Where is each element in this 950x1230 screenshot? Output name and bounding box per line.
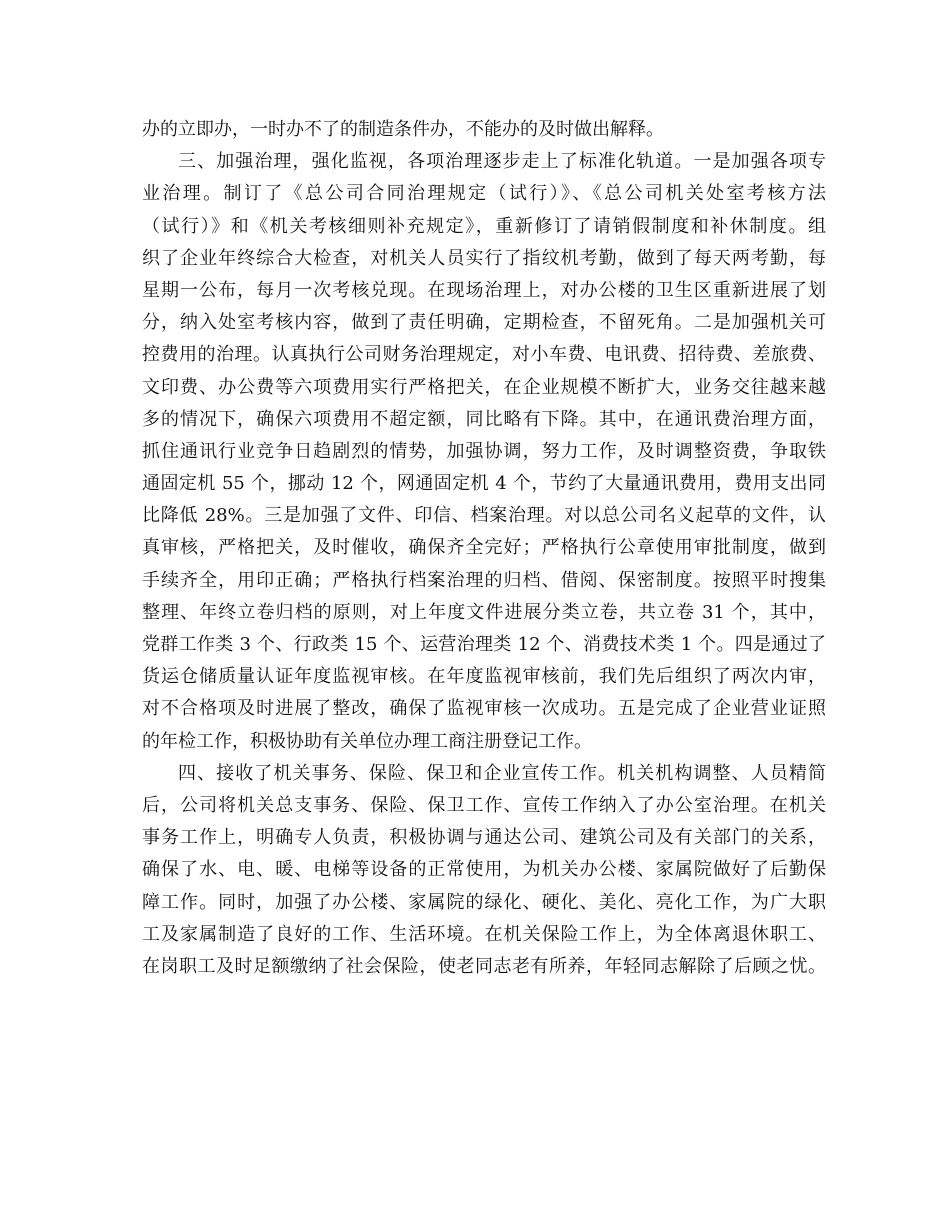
text-line: 文印费、办公费等六项费用实行严格把关，在企业规模不断扩大，业务交往越来越 bbox=[142, 376, 826, 398]
text-line: 在岗职工及时足额缴纳了社会保险，使老同志老有所养，年轻同志解除了后顾之忧。 bbox=[142, 955, 826, 977]
text-line: 分，纳入处室考核内容，做到了责任明确，定期检查，不留死角。二是加强机关可 bbox=[142, 312, 826, 334]
text-line: 真审核，严格把关，及时催收，确保齐全完好；严格执行公章使用审批制度，做到 bbox=[142, 537, 826, 559]
text-line: 比降低 28%。三是加强了文件、印信、档案治理。对以总公司名义起草的文件，认 bbox=[142, 505, 826, 527]
text-line: 三、加强治理，强化监视，各项治理逐步走上了标准化轨道。一是加强各项专 bbox=[178, 151, 826, 173]
text-line: 办的立即办，一时办不了的制造条件办，不能办的及时做出解释。 bbox=[142, 119, 664, 140]
text-line: 党群工作类 3 个、行政类 15 个、运营治理类 12 个、消费技术类 1 个。四是通过了 bbox=[142, 634, 826, 655]
text-line: （试行）》和《机关考核细则补充规定》，重新修订了请销假制度和补休制度。组 bbox=[142, 215, 826, 237]
text-line: 抓住通讯行业竞争日趋剧烈的情势，加强协调，努力工作，及时调整资费，争取铁 bbox=[142, 440, 826, 462]
text-line: 整理、年终立卷归档的原则，对上年度文件进展分类立卷，共立卷 31 个，其中， bbox=[142, 601, 826, 623]
body-text bbox=[142, 114, 826, 983]
text-line: 业治理。制订了《总公司合同治理规定（试行）》、《总公司机关处室考核方法 bbox=[142, 183, 826, 205]
text-line: 四、接收了机关事务、保险、保卫和企业宣传工作。机关机构调整、人员精简 bbox=[178, 762, 826, 784]
text-line: 织了企业年终综合大检查，对机关人员实行了指纹机考勤，做到了每天两考勤，每 bbox=[142, 247, 826, 269]
text-line: 星期一公布，每月一次考核兑现。在现场治理上，对办公楼的卫生区重新进展了划 bbox=[142, 279, 826, 301]
text-line: 控费用的治理。认真执行公司财务治理规定，对小车费、电讯费、招待费、差旅费、 bbox=[142, 344, 826, 366]
text-line: 手续齐全，用印正确；严格执行档案治理的归档、借阅、保密制度。按照平时搜集 bbox=[142, 569, 826, 591]
text-line: 通固定机 55 个，挪动 12 个，网通固定机 4 个，节约了大量通讯费用，费用支出同 bbox=[142, 473, 826, 495]
text-line: 事务工作上，明确专人负责，积极协调与通达公司、建筑公司及有关部门的关系， bbox=[142, 827, 826, 849]
text-line: 后，公司将机关总支事务、保险、保卫工作、宣传工作纳入了办公室治理。在机关 bbox=[142, 794, 826, 816]
text-line: 确保了水、电、暖、电梯等设备的正常使用，为机关办公楼、家属院做好了后勤保 bbox=[142, 859, 826, 881]
text-line: 货运仓储质量认证年度监视审核。在年度监视审核前，我们先后组织了两次内审， bbox=[142, 666, 826, 688]
text-line: 的年检工作，积极协助有关单位办理工商注册登记工作。 bbox=[142, 730, 592, 752]
text-line: 工及家属制造了良好的工作、生活环境。在机关保险工作上，为全体离退休职工、 bbox=[142, 923, 826, 945]
text-line: 障工作。同时，加强了办公楼、家属院的绿化、硬化、美化、亮化工作，为广大职 bbox=[142, 891, 826, 913]
text-line: 多的情况下，确保六项费用不超定额，同比略有下降。其中，在通讯费治理方面， bbox=[142, 408, 826, 430]
text-line: 对不合格项及时进展了整改，确保了监视审核一次成功。五是完成了企业营业证照 bbox=[142, 698, 826, 720]
